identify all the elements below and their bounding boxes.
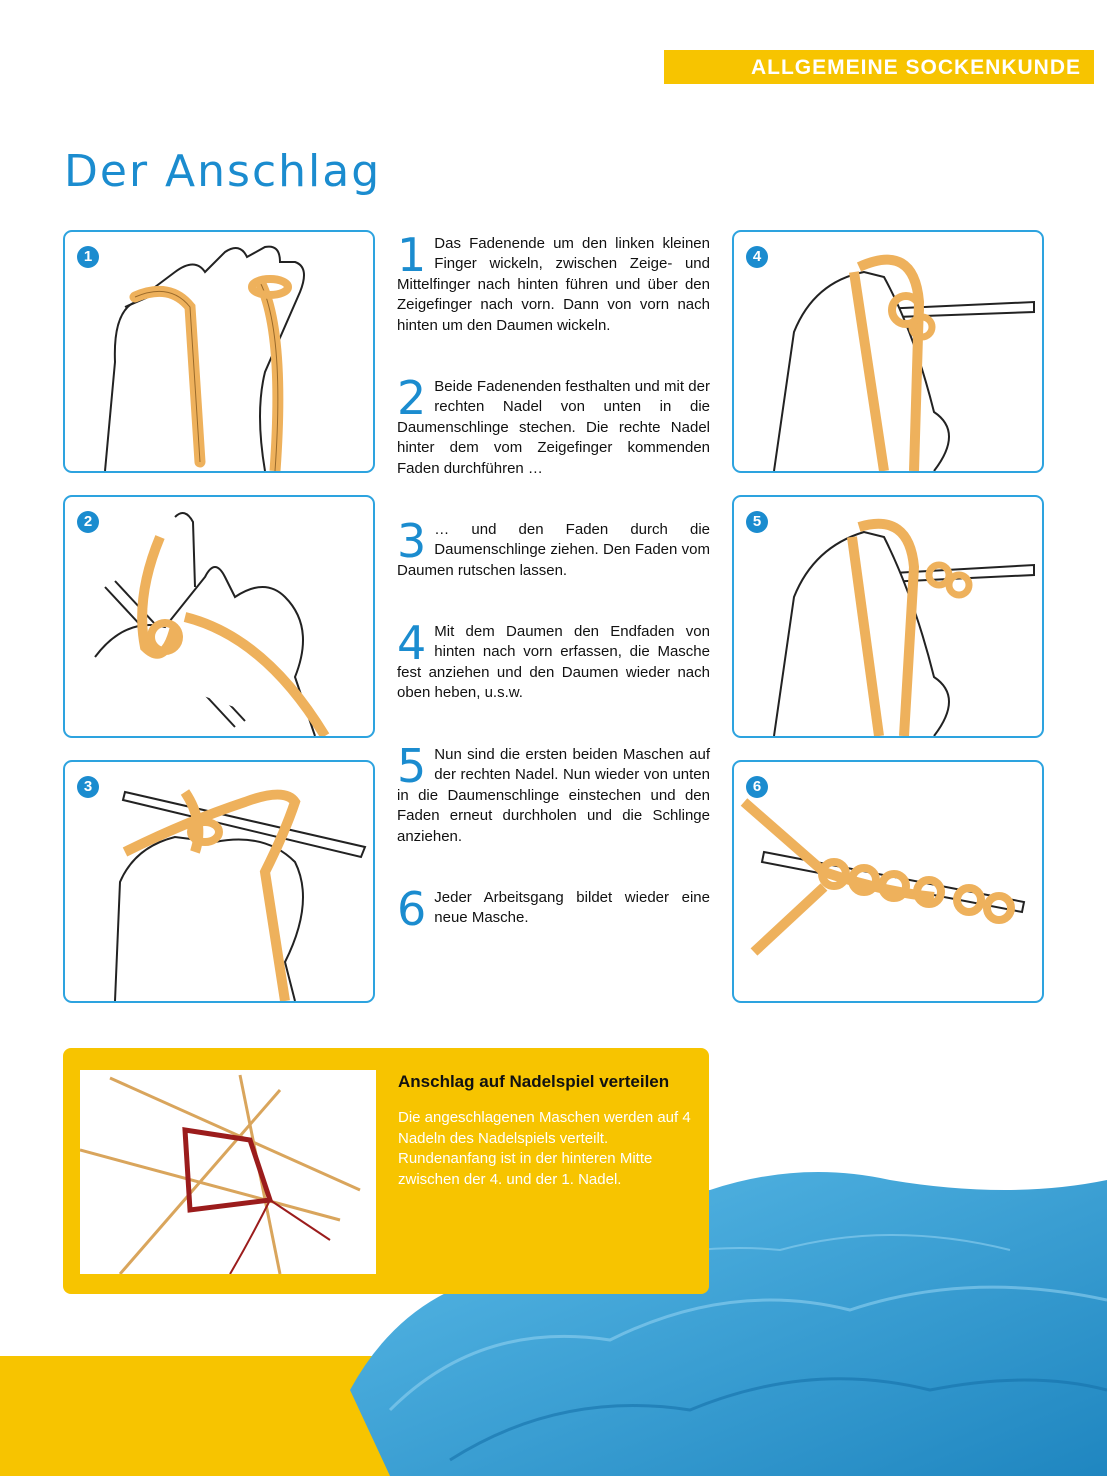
step-number: 3 <box>397 514 427 568</box>
pull-thread-illustration <box>65 762 373 1001</box>
step-badge-1: 1 <box>77 246 99 268</box>
double-pointed-needles-icon <box>80 1070 376 1274</box>
step-badge-5: 5 <box>746 511 768 533</box>
step-text: Nun sind die ersten beiden Maschen auf der rechten Nadel. Nun wieder von unten in die Daumenschlinge einstechen und den Faden erneut durchholen und die Schlinge anziehen. <box>397 746 710 845</box>
instruction-step-5 <box>397 739 710 847</box>
instruction-step-3 <box>397 514 710 581</box>
step-text: Das Fadenende um den linken kleinen Finger wickeln, zwischen Zeige- und Mittelfinger nach hinten führen und über den Zeigefinger nach vorn. Dann von vorn nach hinten um den Daumen wickeln. <box>397 235 710 334</box>
section-banner: ALLGEMEINE SOCKENKUNDE <box>664 50 1094 84</box>
illustration-panel-5 <box>732 495 1044 738</box>
step-badge-3: 3 <box>77 776 99 798</box>
step-text: Beide Fadenenden festhalten und mit der rechten Nadel von unten in die Daumenschlinge stechen. Die rechte Nadel hinter dem vom Zeigefinger kommenden Faden durchführen … <box>397 378 710 477</box>
illustration-panel-6 <box>732 760 1044 1003</box>
step-text: Mit dem Daumen den Endfaden von hinten nach vorn erfassen, die Masche fest anziehen und den Daumen wieder nach oben heben, u.s.w. <box>397 623 710 702</box>
illustration-panel-1 <box>63 230 375 473</box>
step-number: 4 <box>397 616 427 670</box>
needle-through-thumb-loop-illustration <box>65 497 373 736</box>
illustration-panel-4 <box>732 230 1044 473</box>
step-badge-4: 4 <box>746 246 768 268</box>
info-box <box>63 1048 709 1294</box>
step-number: 1 <box>397 228 427 282</box>
instruction-step-2 <box>397 371 710 479</box>
info-box-text: Die angeschlagenen Maschen werden auf 4 Nadeln des Nadelspiels verteilt. Rundenanfang ist in der hinteren Mitte zwischen der 4. und der 1. Nadel. <box>398 1109 691 1188</box>
instruction-step-6 <box>397 882 710 936</box>
needle-first-stitches-illustration <box>734 232 1042 471</box>
step-number: 2 <box>397 371 427 425</box>
page-title: Der Anschlag <box>64 146 382 197</box>
step-badge-6: 6 <box>746 776 768 798</box>
step-number: 5 <box>397 739 427 793</box>
illustration-panel-3 <box>63 760 375 1003</box>
illustration-panel-2 <box>63 495 375 738</box>
hand-thread-wrap-illustration <box>65 232 373 471</box>
stitches-on-needle-illustration <box>734 762 1042 1001</box>
knitting-needles-photo <box>80 1070 376 1274</box>
step-badge-2: 2 <box>77 511 99 533</box>
instruction-step-1 <box>397 228 710 336</box>
instruction-step-4 <box>397 616 710 704</box>
step-text: … und den Faden durch die Daumenschlinge ziehen. Den Faden vom Daumen rutschen lassen. <box>397 521 710 579</box>
step-number: 6 <box>397 882 427 936</box>
info-box-title: Anschlag auf Nadelspiel verteilen <box>398 1072 670 1091</box>
step-text: Jeder Arbeitsgang bildet wieder eine neue Masche. <box>434 889 710 927</box>
tighten-stitch-illustration <box>734 497 1042 736</box>
